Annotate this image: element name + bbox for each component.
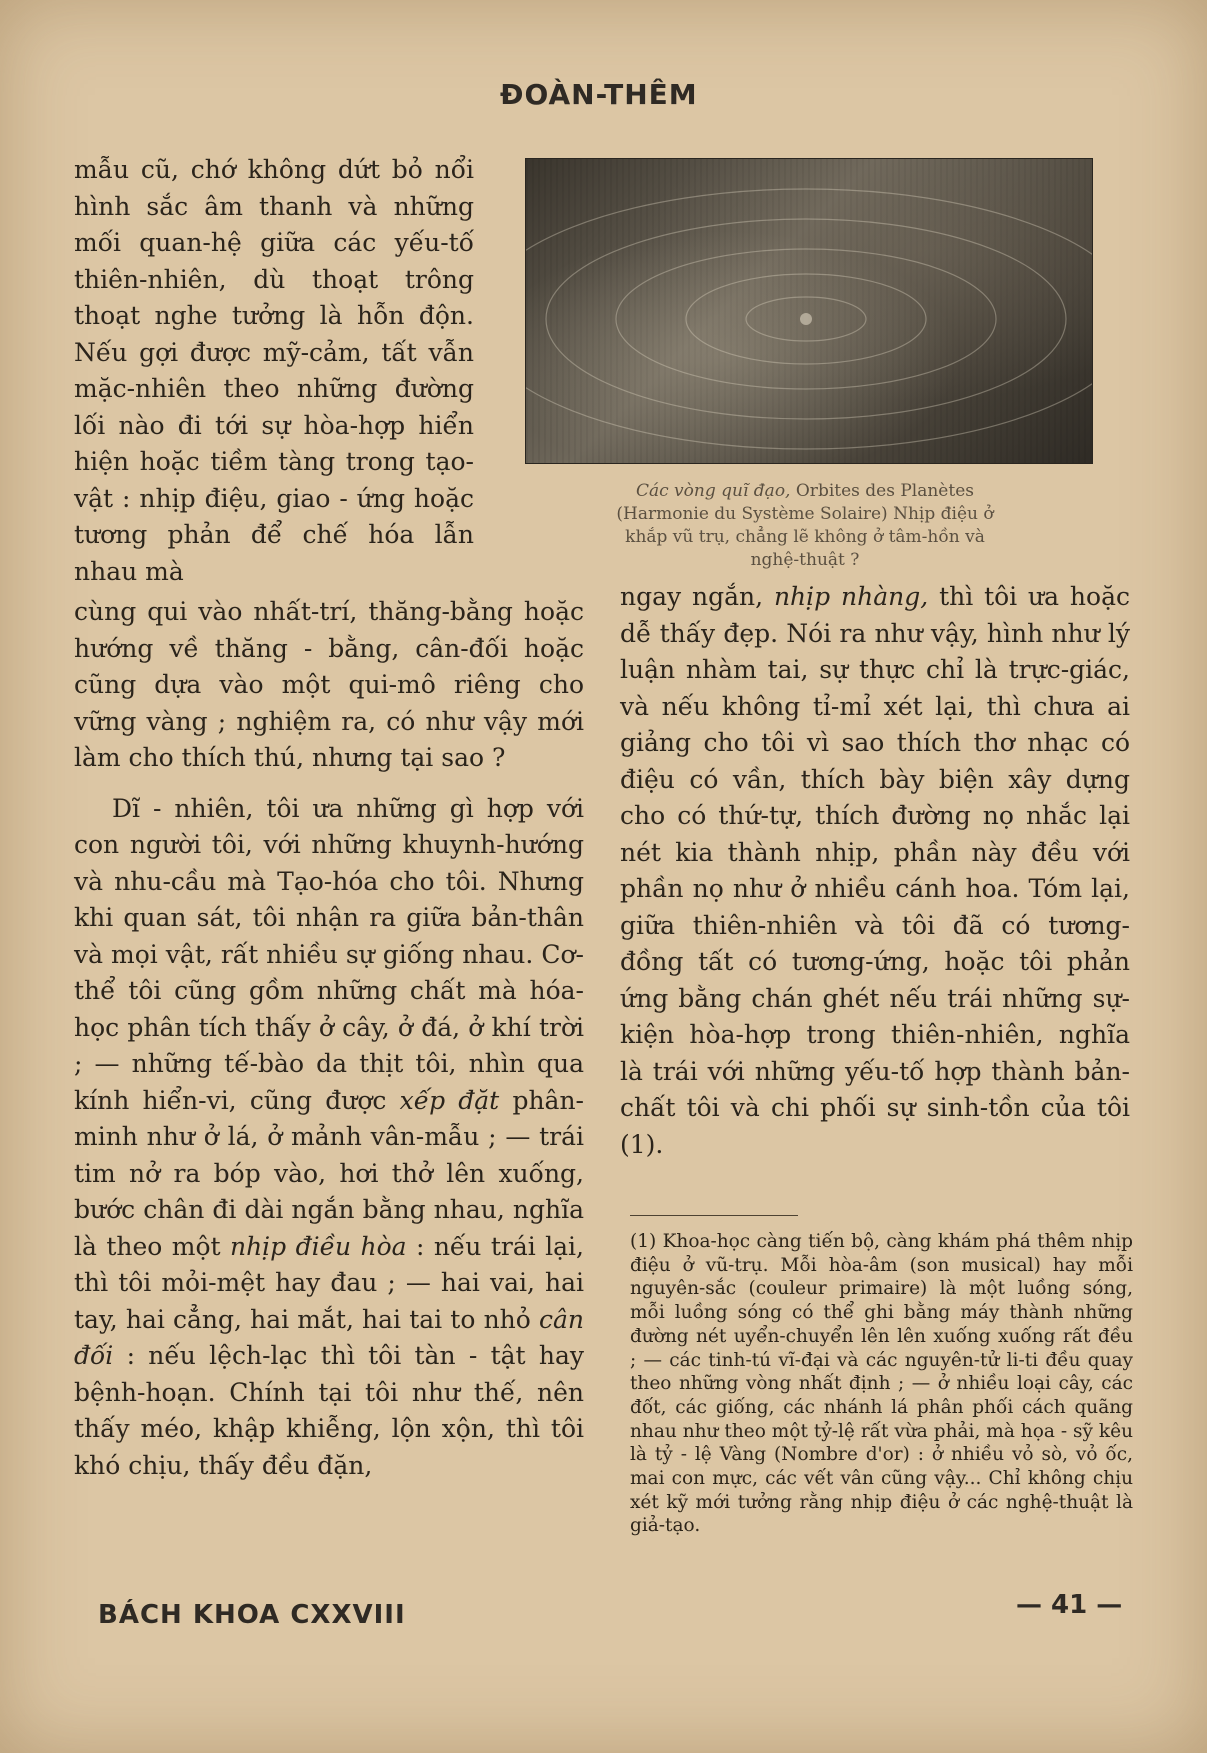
text-run: Dĩ - nhiên, tôi ưa những gì hợp với con người tôi, với những khuynh-hướng và nhu-cầu mà Tạo-hóa cho tôi. Nhưng khi quan sát, tôi nhận ra giữa bản-thân và mọi vật, rất nhiều sự giống nhau. Cơ-thể tôi cũng gồm những chất mà hóa-học phân tích thấy ở cây, ở đá, ở khí trời ; — những tế-bào da thịt tôi, nhìn qua kính hiển-vi, cũng được bbox=[74, 793, 584, 1115]
planet-orbits-photo bbox=[525, 158, 1093, 464]
photo-caption bbox=[600, 480, 1010, 572]
text-run: : nếu trái lại, thì tôi mỏi-mệt hay đau ; — hai vai, hai tay, hai cẳng, hai mắt, hai tai to nhỏ bbox=[74, 1231, 584, 1334]
italic-run: xếp đặt bbox=[399, 1085, 500, 1115]
caption-italic: Các vòng quĩ đạo, bbox=[635, 481, 791, 501]
paragraph: cùng qui vào nhất-trí, thăng-bằng hoặc hướng về thăng - bằng, cân-đối hoặc cũng dựa vào một qui-mô riêng cho vững vàng ; nghiệm ra, có như vậy mới làm cho thích thú, nhưng tại sao ? bbox=[74, 597, 584, 772]
right-column bbox=[620, 579, 1130, 1163]
left-column-top bbox=[74, 152, 474, 590]
italic-run: nhịp điều hòa bbox=[229, 1231, 407, 1261]
italic-run: cân đối bbox=[74, 1304, 585, 1370]
left-column bbox=[74, 594, 584, 1484]
orbit-lines-icon bbox=[526, 159, 1092, 463]
text-run: : nếu lệch-lạc thì tôi tàn - tật hay bệnh-hoạn. Chính tại tôi như thế, nên thấy méo, khập khiễng, lộn xộn, thì tôi khó chịu, thấy đều đặn, bbox=[74, 1341, 585, 1480]
paragraph bbox=[74, 791, 584, 1485]
footnote: (1) Khoa-học càng tiến bộ, càng khám phá thêm nhịp điệu ở vũ-trụ. Mỗi hòa-âm (son musical) hay mỗi nguyên-sắc (couleur primaire) là một luồng sóng, mỗi luồng sóng có thể ghi bằng máy thành những đường nét uyển-chuyển lên lên xuống xuống rất đều ; — các tinh-tú vĩ-đại và các nguyên-tử li-ti đều quay theo những vòng nhất định ; — ở nhiều loại cây, các đốt, các giống, các nhánh lá phân phối cách quãng nhau như theo một tỷ-lệ rất vừa phải, mà họa - sỹ kêu là tỷ - lệ Vàng (Nombre d'or) : ở nhiều vỏ sò, vỏ ốc, mai con mực, các vết vân cũng vậy... Chỉ không chịu xét kỹ mới tưởng rằng nhịp điệu ở các nghệ-thuật là giả-tạo. bbox=[630, 1231, 1133, 1537]
footnote-divider bbox=[630, 1215, 798, 1216]
page-header-author: ĐOÀN-THÊM bbox=[500, 78, 698, 111]
italic-run: nhịp nhàng, bbox=[773, 582, 929, 611]
magazine-issue: BÁCH KHOA CXXVIII bbox=[98, 1600, 406, 1630]
caption-text: Orbites des Planètes (Harmonie du Système Solaire) Nhịp điệu ở khắp vũ trụ, chẳng lẽ không ở tâm-hồn và nghệ-thuật ? bbox=[616, 481, 994, 570]
text-run: ngay ngắn, bbox=[620, 582, 764, 611]
page-number: — 41 — bbox=[1016, 1590, 1123, 1620]
text-run: phân-minh như ở lá, ở mảnh vân-mẫu ; — trái tim nở ra bóp vào, hơi thở lên xuống, bước chân đi dài ngắn bằng nhau, nghĩa là theo một bbox=[74, 1085, 584, 1261]
paragraph: mẫu cũ, chớ không dứt bỏ nổi hình sắc âm thanh và những mối quan-hệ giữa các yếu-tố thiên-nhiên, dù thoạt trông thoạt nghe tưởng là hỗn độn. Nếu gợi được mỹ-cảm, tất vẫn mặc-nhiên theo những đường lối nào đi tới sự hòa-hợp hiển hiện hoặc tiềm tàng trong tạo-vật : nhịp điệu, giao - ứng hoặc tương phản để chế hóa lẫn nhau mà bbox=[74, 155, 474, 586]
paragraph bbox=[620, 579, 1130, 1163]
text-run: thì tôi ưa hoặc dễ thấy đẹp. Nói ra như vậy, hình như lý luận nhàm tai, sự thực chỉ là trực-giác, và nếu không tỉ-mỉ xét lại, thì chưa ai giảng cho tôi vì sao thích thơ nhạc có điệu có vần, thích bày biện xây dựng cho có thứ-tự, thích đường nọ nhắc lại nét kia thành nhịp, phần này đều với phần nọ như ở nhiều cánh hoa. Tóm lại, giữa thiên-nhiên và tôi đã có tương-đồng tất có tương-ứng, hoặc tôi phản ứng bằng chán ghét nếu trái những sự-kiện hòa-hợp trong thiên-nhiên, nghĩa là trái với những yếu-tố hợp thành bản-chất tôi và chi phối sự sinh-tồn của tôi (1). bbox=[620, 582, 1130, 1159]
